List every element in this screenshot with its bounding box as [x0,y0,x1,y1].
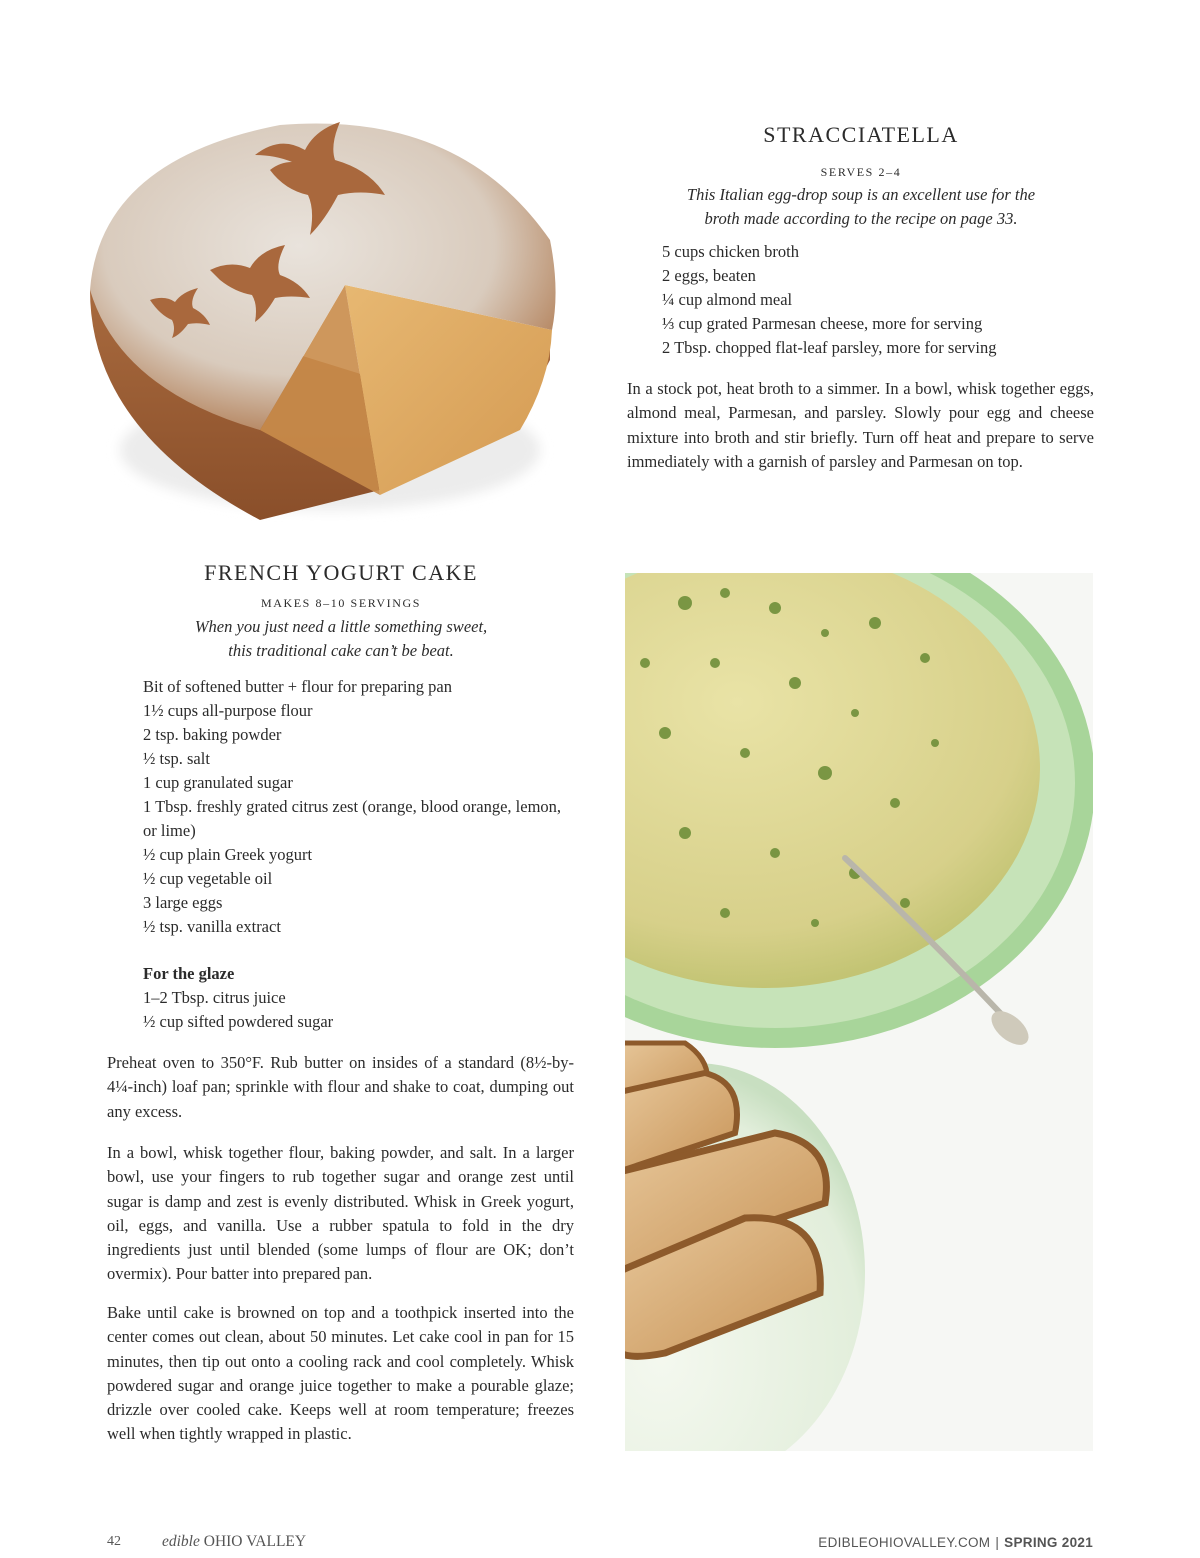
glaze-heading: For the glaze [143,964,235,983]
ingredient-item: ½ cup plain Greek yogurt [143,845,313,864]
ingredient-item: 1 cup granulated sugar [143,773,293,792]
magazine-name [162,1533,306,1551]
ingredient-item: Bit of softened butter + flour for preparing pan [143,677,452,696]
footer-separator: | [995,1535,1000,1550]
magazine-prefix: edible [162,1533,200,1550]
ingredient-item: ½ tsp. vanilla extract [143,917,281,936]
french-yogurt-cake-ingredient-list [143,675,563,939]
stracciatella-intro [628,183,1094,231]
footer-credit [818,1535,1093,1550]
french-yogurt-cake-intro-line: this traditional cake can’t be beat. [228,641,454,660]
french-yogurt-cake-title: FRENCH YOGURT CAKE [204,560,478,585]
ingredient-item: 1½ cups all-purpose flour [143,701,313,720]
french-yogurt-cake-intro [107,615,575,663]
method-step: Preheat oven to 350°F. Rub butter on insides of a standard (8½-by-4¼-inch) loaf pan; sprinkle with flour and shake to coat, dumping out any excess. [107,1053,574,1121]
stracciatella-intro-line: broth made according to the recipe on page 33. [704,209,1018,228]
ingredient-item: ½ cup sifted powdered sugar [143,1012,334,1031]
stracciatella-title: STRACCIATELLA [763,122,959,147]
glaze-ingredient-list [143,986,563,1034]
ingredient-item: 5 cups chicken broth [662,242,800,261]
stracciatella-photo [625,573,1093,1451]
ingredient-item: ¼ cup almond meal [662,290,793,309]
french-yogurt-cake-intro-line: When you just need a little something sweet, [194,617,488,636]
ingredient-item: 1 Tbsp. freshly grated citrus zest (orange, blood orange, lemon, or lime) [143,797,562,840]
ingredient-item: 3 large eggs [143,893,223,912]
method-step: Bake until cake is browned on top and a toothpick inserted into the center comes out clean, about 50 minutes. Let cake cool in pan for 15 minutes, then tip out onto a cooling rack and cool completely. Whisk powdered sugar and orange juice together to make a pourable glaze; drizzle over cooled cake. Keeps well at room temperature; freezes well when tightly wrapped in plastic. [107,1303,574,1444]
ingredient-item: 2 tsp. baking powder [143,725,282,744]
ingredient-item: 2 Tbsp. chopped flat-leaf parsley, more for serving [662,338,997,357]
method-step: In a bowl, whisk together flour, baking powder, and salt. In a larger bowl, use your fingers to rub together sugar and orange zest until sugar is damp and zest is evenly distributed. Whisk in Greek yogurt, oil, eggs, and vanilla. Use a rubber spatula to fold in the dry ingredients just until blended (some lumps of flour are OK; don’t overmix). Pour batter into prepared pan. [107,1143,574,1284]
stracciatella-ingredient-list [662,240,1092,360]
ingredient-item: 1–2 Tbsp. citrus juice [143,988,286,1007]
french-yogurt-cake-yield: MAKES 8–10 SERVINGS [260,596,422,610]
website-link[interactable]: EDIBLEOHIOVALLEY.COM [818,1535,991,1550]
ingredient-item: ½ cup vegetable oil [143,869,273,888]
page-number: 42 [107,1534,121,1549]
ingredient-item: 2 eggs, beaten [662,266,756,285]
ingredient-item: ⅓ cup grated Parmesan cheese, more for serving [662,314,983,333]
issue-label: SPRING 2021 [1004,1535,1093,1550]
ingredient-item: ½ tsp. salt [143,749,210,768]
french-yogurt-cake-photo [80,100,570,530]
stracciatella-method: In a stock pot, heat broth to a simmer. In a bowl, whisk together eggs, almond meal, Parmesan, and parsley. Slowly pour egg and cheese mixture into broth and stir briefly. Turn off heat and prepare to serve immediately with a garnish of parsley and Parmesan on top. [627,379,1094,471]
stracciatella-intro-line: This Italian egg-drop soup is an excellent use for the [686,185,1036,204]
magazine-region: OHIO VALLEY [203,1533,307,1550]
stracciatella-yield: SERVES 2–4 [820,165,902,179]
